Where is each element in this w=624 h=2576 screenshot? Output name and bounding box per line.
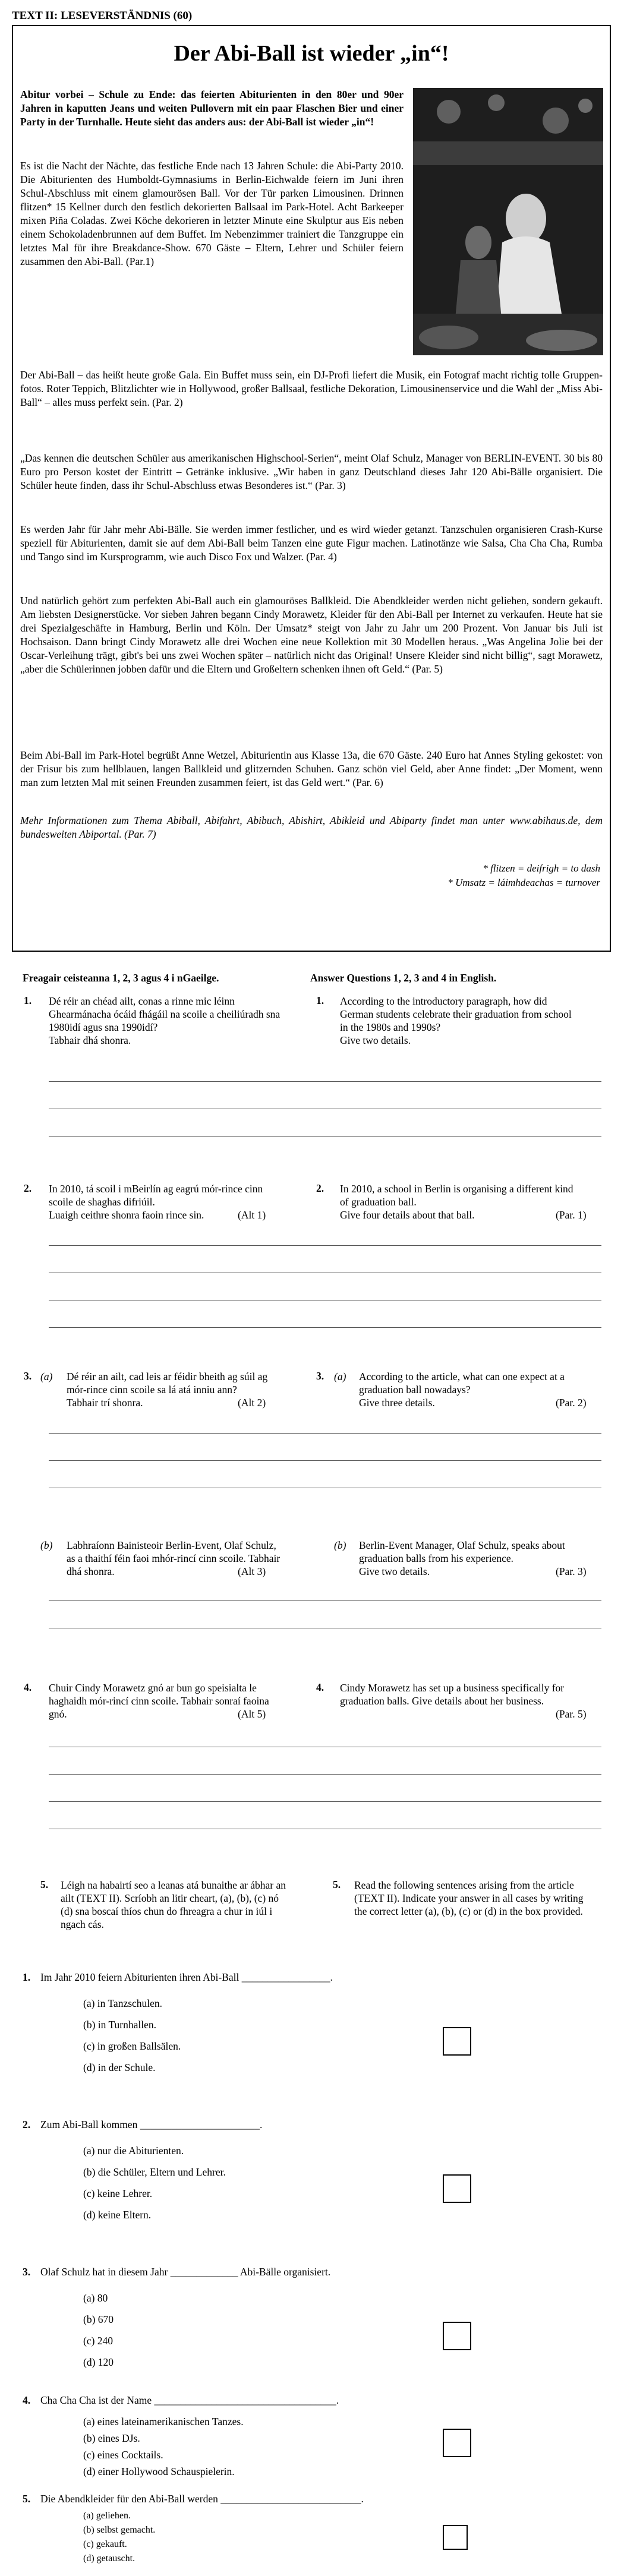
q1-irish-task: Tabhair dhá shonra. [49,1034,131,1046]
mc-2-option-a: (a) nur die Abiturienten. [83,2145,184,2157]
q5-english-number: 5. [333,1879,341,1890]
mc-3-stem: Olaf Schulz hat in diesem Jahr _____________ Abi-Bälle organisiert. [40,2266,331,2278]
q4-irish-text: Chuir Cindy Morawetz gnó ar bun go speisialta le haghaidh mór-rincí cinn scoile. Tabhair sonraí faoina gnó. [49,1682,269,1720]
q4-irish-number: 4. [24,1681,32,1693]
mc-2-answer-box[interactable] [443,2174,471,2203]
q3b-english-text: Berlin-Event Manager, Olaf Schulz, speaks about graduation balls from his experience. [359,1539,565,1564]
q4-english-text: Cindy Morawetz has set up a business specifically for graduation balls. Give details about her business. [340,1682,565,1707]
mc-5-option-c: (c) gekauft. [83,2539,127,2549]
mc-1-option-a: (a) in Tanzschulen. [83,1997,163,2009]
mc-1-stem: Im Jahr 2010 feiern Abiturienten ihren Abi-Ball _________________. [40,1971,333,1983]
mc-1-option-d: (d) in der Schule. [83,2062,156,2073]
answer-line[interactable] [49,1327,601,1328]
q3a-english-task: Give three details. [359,1397,435,1409]
mc-1-answer-box[interactable] [443,2027,471,2056]
mc-5-option-b: (b) selbst gemacht. [83,2525,156,2535]
mc-4-option-d: (d) einer Hollywood Schauspielerin. [83,2465,235,2477]
article-paragraph-4: Es werden Jahr für Jahr mehr Abi-Bälle. Sie werden immer festlicher, und es wird wieder getanzt. Tanzschulen organisieren Crash-Kurse speziell für Abiturienten, damit sie auf dem Abi-Ball beim Tanzen eine gute Figur machen. Latinotänze wie Salsa, Cha Cha Cha, Rumba und Tango sind im Kursprogramm, wie auch Disco Fox und Walzer. (Par. 4) [20,523,603,563]
mc-3-answer-box[interactable] [443,2322,471,2350]
q1-english-number: 1. [316,995,324,1006]
q3a-english-text: According to the article, what can one expect at a graduation ball nowadays? [359,1371,565,1396]
mc-5-stem: Die Abendkleider für den Abi-Ball werden ___________________________. [40,2493,364,2505]
q5-irish-number: 5. [40,1879,49,1890]
q3b-irish-ref: (Alt 3) [238,1565,266,1577]
q3b-irish-label: (b) [40,1539,53,1551]
q2-irish-number: 2. [24,1182,32,1194]
mc-2-number: 2. [23,2119,31,2130]
q3-english-number: 3. [316,1370,324,1382]
mc-3-option-d: (d) 120 [83,2356,114,2368]
mc-3-option-a: (a) 80 [83,2292,108,2304]
answer-line[interactable] [49,1600,601,1601]
mc-5-option-d: (d) getauscht. [83,2553,135,2564]
q3b-english-task: Give two details. [359,1565,430,1577]
mc-4-option-c: (c) eines Cocktails. [83,2449,163,2461]
mc-4-option-b: (b) eines DJs. [83,2432,140,2444]
glossary-umsatz: * Umsatz = láimhdeachas = turnover [447,877,600,888]
q1-english-task: Give two details. [340,1034,411,1046]
q5-english-text: Read the following sentences arising from the article (TEXT II). Indicate your answer in all cases by writing the correct letter (a), (b), (c) or (d) in the box provided. [354,1879,584,1917]
q3-irish-number: 3. [24,1370,32,1382]
q2-irish-text: In 2010, tá scoil i mBeirlín ag eagrú mór-rince cinn scoile de shaghas difriúil. [49,1183,263,1208]
mc-5-number: 5. [23,2493,31,2505]
article-paragraph-7: Mehr Informationen zum Thema Abiball, Abifahrt, Abibuch, Abishirt, Abikleid und Abiparty findet man unter www.abihaus.de, dem bundesweiten Abiportal. (Par. 7) [20,815,603,840]
article-paragraph-2: Der Abi-Ball – das heißt heute große Gala. Ein Buffet muss sein, ein DJ-Profi liefert die Musik, ein Fotograf macht richtig tolle Gruppen-fotos. Roter Teppich, Blitzlichter wie in Hollywood, großer Ballsaal, festliche Dekoration, Limousinenservice und die Wahl der „Miss Abi-Ball“ – alles muss perfekt sein. (Par. 2) [20,369,603,408]
english-instructions-header: Answer Questions 1, 2, 3 and 4 in English. [310,972,497,984]
q3a-english-label: (a) [334,1371,346,1382]
q4-irish-ref: (Alt 5) [238,1708,266,1720]
answer-line[interactable] [49,1136,601,1137]
q4-english-ref: (Par. 5) [556,1708,587,1720]
mc-2-stem: Zum Abi-Ball kommen _______________________. [40,2119,263,2130]
q2-irish-ref: (Alt 1) [238,1209,266,1221]
article-paragraph-6: Beim Abi-Ball im Park-Hotel begrüßt Anne Wetzel, Abiturientin aus Klasse 13a, die 670 Gäste. 240 Euro hat Annes Styling gekostet: von der Frisur bis zum hellblauen, langen Ballkleid und glitzernden Schuhen. Ganz schön viel Geld, aber Anne findet: „Der Moment, wenn man zum letzten Mal mit seinen Freunden zusammen feiert, ist das Geld wert.“ (Par. 6) [20,749,603,788]
mc-1-option-b: (b) in Turnhallen. [83,2019,156,2031]
article-paragraph-1: Es ist die Nacht der Nächte, das festliche Ende nach 13 Jahren Schule: die Abi-Party 2010. Die Abiturienten des Humboldt-Gymnasiums in Berlin-Eichwalde feiern im Juni ihren Schul-Abschluss mit einem glamourösen Ball. Vor der Tür parken Limousinen. Drinnen flitzen* 15 Kellner durch den festlich dekorierten Ballsaal im Park-Hotel. Acht Barkeeper mixen Piña Coladas. Zwei Köche dekorieren in letzter Minute eine Skulptur aus Eis neben einem Schokoladenbrunnen auf dem Buffet. Im Nebenzimmer trainiert die Tanzgruppe ein letztes Mal für ihre Breakdance-Show. 670 Gäste – Eltern, Lehrer und Schüler feiern zusammen den Abi-Ball. (Par.1) [20,160,404,267]
mc-5-option-a: (a) geliehen. [83,2511,131,2521]
article-photo [413,88,603,355]
q3a-english-ref: (Par. 2) [556,1397,587,1409]
answer-line[interactable] [49,1245,601,1246]
q2-irish-task: Luaigh ceithre shonra faoin rince sin. [49,1209,204,1221]
mc-2-option-b: (b) die Schüler, Eltern und Lehrer. [83,2166,226,2178]
article-headline: Der Abi-Ball ist wieder „in“! [174,41,449,66]
q1-irish-text: Dé réir an chéad ailt, conas a rinne mic léinn Ghearmánacha ócáid fhágáil na scoile a cheiliúradh sna 1980idí agus sna 1990idí? [49,995,281,1033]
mc-3-number: 3. [23,2266,31,2278]
q2-english-task: Give four details about that ball. [340,1209,475,1221]
q3a-irish-task: Tabhair trí shonra. [67,1397,143,1409]
article-paragraph-3: „Das kennen die deutschen Schüler aus amerikanischen Highschool-Serien“, meint Olaf Schulz, Manager von BERLIN-EVENT. 30 bis 80 Euro pro Person kostet der Eintritt – Getränke inklusive. „Wir haben in ganz Deutschland dieses Jahr 120 Abi-Bälle organisiert. Die Schüler heute finden, dass ihr Schul-Abschluss etwas Besonderes ist.“ (Par. 3) [20,452,603,491]
q2-english-number: 2. [316,1182,324,1194]
mc-2-option-d: (d) keine Eltern. [83,2209,152,2221]
mc-5-answer-box[interactable] [443,2525,468,2550]
mc-1-number: 1. [23,1971,31,1983]
mc-4-option-a: (a) eines lateinamerikanischen Tanzes. [83,2416,244,2427]
q3b-irish-text: Labhraíonn Bainisteoir Berlin-Event, Olaf Schulz, as a thaithí féin faoi mhór-rincí cinn scoile. Tabhair dhá shonra. [67,1539,281,1577]
q3b-english-label: (b) [334,1539,346,1551]
mc-1-option-c: (c) in großen Ballsälen. [83,2040,181,2052]
q3a-irish-text: Dé réir an ailt, cad leis ar féidir bheith ag súil ag mór-rince cinn scoile sa lá atá inniu ann? [67,1371,268,1396]
section-title: TEXT II: LESEVERSTÄNDNIS (60) [12,10,193,22]
answer-line[interactable] [49,1460,601,1461]
mc-4-number: 4. [23,2394,31,2406]
q5-irish-text: Léigh na habairtí seo a leanas atá bunaithe ar ábhar an ailt (TEXT II). Scríobh an litir cheart, (a), (b), (c) nó (d) sna boscaí thíos chun do fhreagra a chur in iúl i ngach cás. [61,1879,286,1930]
answer-line[interactable] [49,1801,601,1802]
mc-4-answer-box[interactable] [443,2429,471,2457]
q2-english-text: In 2010, a school in Berlin is organising a different kind of graduation ball. [340,1183,573,1208]
mc-3-option-c: (c) 240 [83,2335,114,2347]
answer-line[interactable] [49,1774,601,1775]
answer-line[interactable] [49,1433,601,1434]
q4-english-number: 4. [316,1681,324,1693]
article-intro: Abitur vorbei – Schule zu Ende: das feierten Abiturienten in den 80er und 90er Jahren in kaputten Jeans und weiten Pullovern mit ein paar Flaschen Bier und einer Party in der Turnhalle. Heute sieht das anders aus: der Abi-Ball ist wieder „in“! [20,89,404,128]
mc-2-option-c: (c) keine Lehrer. [83,2187,153,2199]
q2-english-ref: (Par. 1) [556,1209,587,1221]
q1-english-text: According to the introductory paragraph, how did German students celebrate their graduation from school in the 1980s and 1990s? [340,995,572,1033]
glossary-flitzen: * flitzen = deifrigh = to dash [483,863,600,874]
article-paragraph-5: Und natürlich gehört zum perfekten Abi-Ball auch ein glamouröses Ballkleid. Die Abendkleider werden nicht geliehen, sondern gekauft. Am liebsten Designerstücke. Vor sieben Jahren begann Cindy Morawetz, Kleider für den Abi-Ball per Internet zu verkaufen. Heute hat sie drei Spezialgeschäfte in Hamburg, Berlin und Köln. Der Umsatz* steigt von Jahr zu Jahr um 200 Prozent. Von Januar bis Juli ist Hochsaison. Dann bringt Cindy Morawetz alle drei Wochen eine neue Kollektion mit 30 Modellen heraus. „Was Angelina Jolie bei der Oscar-Verleihung trägt, gibt's bei uns zwei Wochen später – natürlich nicht das Original! Unsere Kleider sind nicht billig“, sagt Morawetz, „aber die Schülerinnen jobben dafür und die Eltern und Großeltern schenken ihnen oft Geld.“ (Par. 5) [20,595,603,675]
mc-3-option-b: (b) 670 [83,2313,114,2325]
answer-line[interactable] [49,1081,601,1082]
irish-instructions-header: Freagair ceisteanna 1, 2, 3 agus 4 i nGaeilge. [23,972,219,984]
mc-4-stem: Cha Cha Cha ist der Name ___________________________________. [40,2394,339,2406]
q1-irish-number: 1. [24,995,32,1006]
q3a-irish-label: (a) [40,1371,53,1382]
q3b-english-ref: (Par. 3) [556,1565,587,1577]
q3a-irish-ref: (Alt 2) [238,1397,266,1409]
